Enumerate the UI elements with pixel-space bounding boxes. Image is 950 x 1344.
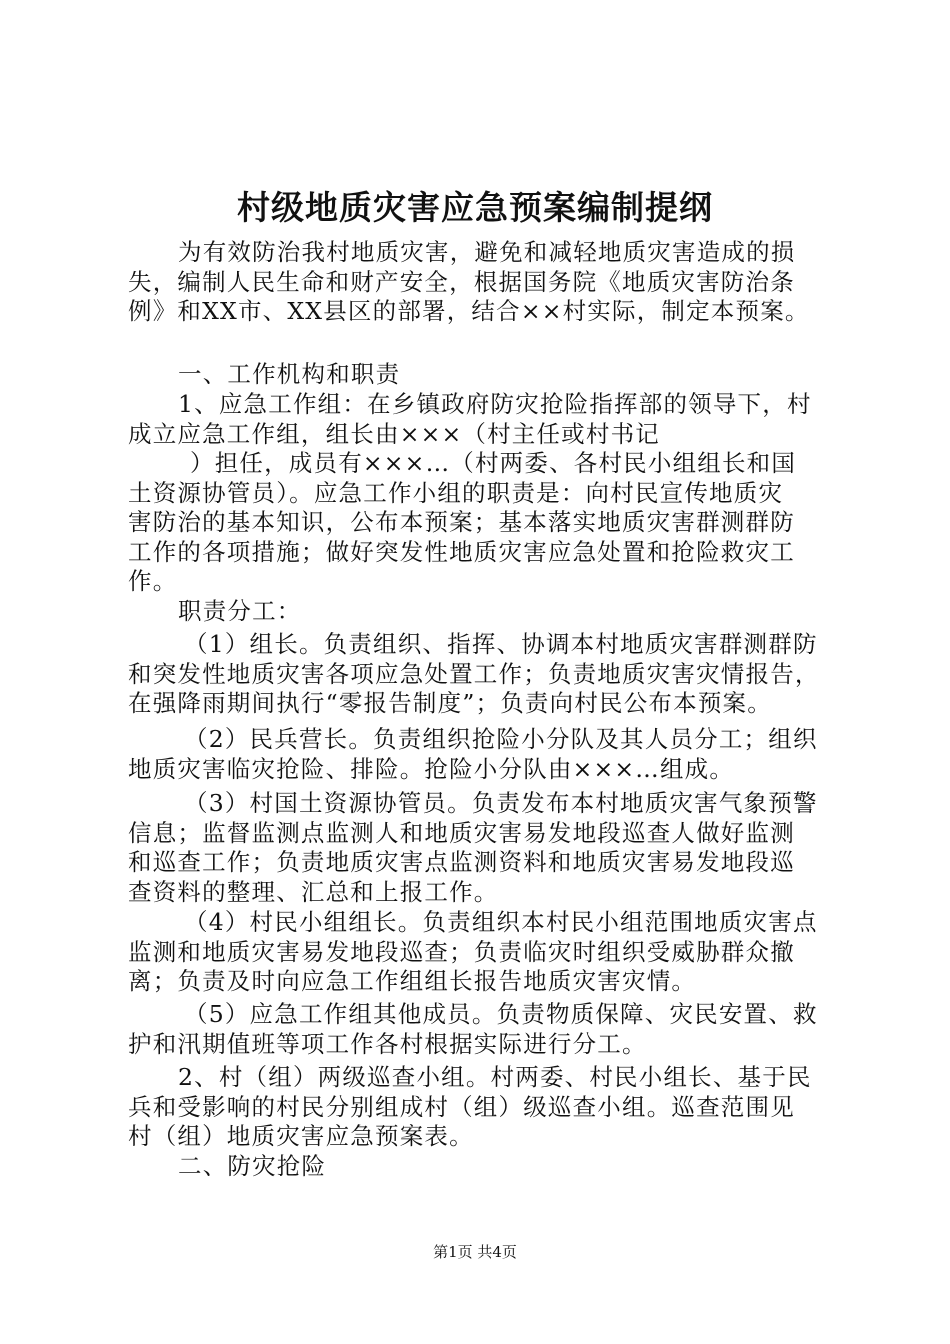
- heading-text: 二、防灾抢险: [178, 1152, 327, 1180]
- text-line: 和突发性地质灾害各项应急处置工作；负责地质灾害灾情报告，: [128, 659, 820, 688]
- text-line: 作。: [128, 567, 178, 595]
- text-line: 失，编制人民生命和财产安全，根据国务院《地质灾害防治条: [128, 267, 795, 296]
- text-line: 土资源协管员）。应急工作小组的职责是：向村民宣传地质灾: [128, 478, 784, 507]
- duty-5-paragraph: [128, 1000, 828, 1059]
- document-title: 村级地质灾害应急预案编制提纲: [237, 188, 713, 227]
- text-line: 1、应急工作组：在乡镇政府防灾抢险指挥部的领导下，村: [178, 390, 812, 418]
- heading-text: 职责分工：: [178, 597, 302, 625]
- text-line: （4）村民小组组长。负责组织本村民小组范围地质灾害点: [184, 908, 818, 936]
- section-heading-1: [128, 360, 828, 390]
- text-line: 为有效防治我村地质灾害，避免和减轻地质灾害造成的损: [178, 238, 796, 266]
- duty-1-paragraph: [128, 630, 828, 719]
- text-line: 信息；监督监测点监测人和地质灾害易发地段巡查人做好监测: [128, 818, 795, 847]
- heading-text: 一、工作机构和职责: [178, 360, 401, 388]
- item-2-paragraph: [128, 1063, 828, 1152]
- text-line: （3）村国土资源协管员。负责发布本村地质灾害气象预警: [184, 789, 818, 817]
- duty-2-paragraph: [128, 725, 828, 784]
- text-line: 护和汛期值班等项工作各村根据实际进行分工。: [128, 1029, 647, 1058]
- page-footer: 第1页 共4页: [433, 1243, 517, 1261]
- text-line: 在强降雨期间执行“零报告制度”；负责向村民公布本预案。: [128, 689, 772, 717]
- text-line: 查资料的整理、汇总和上报工作。: [128, 877, 499, 906]
- text-line: 成立应急工作组，组长由×××（村主任或村书记: [128, 419, 660, 448]
- text-line: 离；负责及时向应急工作组组长报告地质灾害灾情。: [128, 967, 697, 995]
- text-line: 例》和XX市、XX县区的部署，结合××村实际，制定本预案。: [128, 297, 810, 325]
- text-line: 村（组）地质灾害应急预案表。: [128, 1122, 474, 1150]
- text-line: （2）民兵营长。负责组织抢险小分队及其人员分工；组织: [184, 725, 818, 753]
- text-line: 监测和地质灾害易发地段巡查；负责临灾时组织受威胁群众撤: [128, 937, 795, 966]
- duties-heading: [128, 597, 828, 627]
- text-line: （1）组长。负责组织、指挥、协调本村地质灾害群测群防: [184, 630, 818, 658]
- text-line: 和巡查工作；负责地质灾害点监测资料和地质灾害易发地段巡: [128, 848, 795, 876]
- text-line: （5）应急工作组其他成员。负责物质保障、灾民安置、救: [184, 1000, 818, 1028]
- text-line: ）担任，成员有×××…（村两委、各村民小组组长和国: [190, 449, 797, 477]
- text-line: 地质灾害临灾抢险、排险。抢险小分队由×××…组成。: [128, 754, 735, 783]
- duty-3-paragraph: [128, 789, 828, 907]
- intro-paragraph: [128, 238, 828, 327]
- text-line: 2、村（组）两级巡查小组。村两委、村民小组长、基于民: [178, 1063, 812, 1091]
- duty-4-paragraph: [128, 908, 828, 997]
- section-heading-2: [128, 1152, 828, 1182]
- item-1-paragraph: [128, 390, 828, 597]
- text-line: 工作的各项措施；做好突发性地质灾害应急处置和抢险救灾工: [128, 537, 795, 566]
- text-line: 害防治的基本知识，公布本预案；基本落实地质灾害群测群防: [128, 508, 795, 536]
- text-line: 兵和受影响的村民分别组成村（组）级巡查小组。巡查范围见: [128, 1092, 795, 1121]
